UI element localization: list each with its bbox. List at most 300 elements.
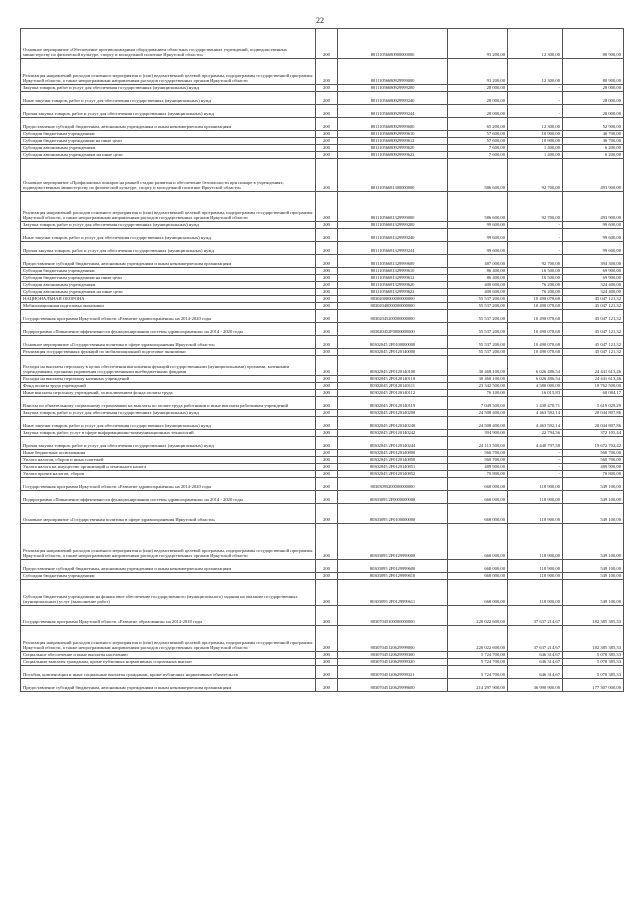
row-executed-amount: 76 200,00 bbox=[508, 282, 563, 289]
row-code: 200 bbox=[316, 457, 338, 464]
table-row bbox=[21, 268, 624, 275]
row-code: 200 bbox=[316, 397, 338, 410]
row-code: 200 bbox=[316, 255, 338, 268]
table-row bbox=[21, 376, 624, 383]
row-classification-code: 80302045 2F0120140110 bbox=[338, 376, 448, 383]
table-row bbox=[21, 471, 624, 478]
row-classification-code: 80303095 2F0129999610 bbox=[338, 573, 448, 580]
row-classification-code: 80307045120629999320 bbox=[338, 659, 448, 666]
row-remaining-amount: 24 441 613,46 bbox=[563, 356, 624, 376]
row-classification-code: 80111056680929999200 bbox=[338, 85, 448, 92]
row-code: 200 bbox=[316, 29, 338, 59]
row-name: Прочая закупка товаров, работ и услуг для обеспечения государственных (муниципальных) нужд bbox=[21, 437, 316, 450]
row-classification-code: 80302045 2F0120140240 bbox=[338, 417, 448, 430]
row-approved-amount: 55 537 200,00 bbox=[448, 349, 508, 356]
row-remaining-amount: 45 047 121,32 bbox=[563, 310, 624, 323]
row-code: 200 bbox=[316, 159, 338, 192]
row-name: Основное мероприятие «Государственная политика в сфере здравоохранения Иркутской области» bbox=[21, 504, 316, 524]
row-name: Субсидии автономным учреждениям bbox=[21, 282, 316, 289]
row-code: 200 bbox=[316, 118, 338, 131]
table-row bbox=[21, 85, 624, 92]
row-name: Пособия, компенсации и иные социальные выплаты гражданам, кроме публичных нормативных обязательств bbox=[21, 666, 316, 679]
table-row bbox=[21, 282, 624, 289]
row-classification-code: 80302045 2F0120140851 bbox=[338, 464, 448, 471]
row-approved-amount: 24 508 400,00 bbox=[448, 417, 508, 430]
table-row bbox=[21, 464, 624, 471]
row-name: НАЦИОНАЛЬНАЯ ОБОРОНА bbox=[21, 296, 316, 303]
row-approved-amount: 5 724 700,00 bbox=[448, 652, 508, 659]
row-executed-amount: 646 314,67 bbox=[508, 652, 563, 659]
row-code: 200 bbox=[316, 131, 338, 138]
table-row bbox=[21, 159, 624, 192]
row-approved-amount: 55 537 200,00 bbox=[448, 310, 508, 323]
row-classification-code: 80111056680929999610 bbox=[338, 131, 448, 138]
row-executed-amount: - bbox=[508, 92, 563, 105]
row-name: Подпрограмма «Повышение эффективности функционирования системы здравоохранения» на 2014 - 2020 годы bbox=[21, 491, 316, 504]
row-classification-code: 80302045 2F0120140800 bbox=[338, 450, 448, 457]
row-executed-amount: - bbox=[508, 222, 563, 229]
row-remaining-amount: 560 700,00 bbox=[563, 457, 624, 464]
row-executed-amount: 646 314,67 bbox=[508, 666, 563, 679]
row-name: Субсидии бюджетным учреждениям на иные цели bbox=[21, 275, 316, 282]
row-approved-amount: 30 468 100,00 bbox=[448, 376, 508, 383]
row-classification-code: 80303095 2F0129999600 bbox=[338, 560, 448, 573]
row-executed-amount: 22 794,56 bbox=[508, 430, 563, 437]
row-classification-code: 80111056681329999610 bbox=[338, 268, 448, 275]
table-row bbox=[21, 491, 624, 504]
row-approved-amount: 668 000,00 bbox=[448, 504, 508, 524]
row-code: 200 bbox=[316, 229, 338, 242]
row-name: Предоставление субсидий бюджетным, автономным учреждениям и иным некоммерческим организациям bbox=[21, 560, 316, 573]
row-code: 200 bbox=[316, 145, 338, 152]
table-row bbox=[21, 323, 624, 336]
row-name: Субсидии бюджетным учреждениям на финансовое обеспечение государственного (муниципального) задания на оказание государственных (муниципальных) услуг (выполнение работ) bbox=[21, 580, 316, 606]
row-classification-code: 80111056680929999240 bbox=[338, 92, 448, 105]
row-classification-code: 80302045 2F0120140852 bbox=[338, 471, 448, 478]
row-classification-code: 80111056680929999000 bbox=[338, 59, 448, 85]
row-remaining-amount: 394 300,00 bbox=[563, 255, 624, 268]
row-remaining-amount: 182 385 385,33 bbox=[563, 606, 624, 626]
row-name: Социальное обеспечение и иные выплаты населению bbox=[21, 652, 316, 659]
row-remaining-amount: 52 900,00 bbox=[563, 118, 624, 131]
row-remaining-amount: 549 100,00 bbox=[563, 491, 624, 504]
row-approved-amount: 55 537 200,00 bbox=[448, 303, 508, 310]
row-executed-amount: 10 490 078,68 bbox=[508, 323, 563, 336]
table-row bbox=[21, 118, 624, 131]
row-classification-code: 80111056681329999240 bbox=[338, 229, 448, 242]
row-classification-code: 80302040000000000000 bbox=[338, 303, 448, 310]
row-approved-amount: 55 537 200,00 bbox=[448, 323, 508, 336]
row-name: Основное мероприятие «Государственная политика в сфере здравоохранения Иркутской области» bbox=[21, 336, 316, 349]
row-code: 200 bbox=[316, 491, 338, 504]
row-executed-amount: 118 900,00 bbox=[508, 580, 563, 606]
row-name: Субсидии автономным учреждениям на иные цели bbox=[21, 152, 316, 159]
row-name: Уплата прочих налогов, сборов bbox=[21, 471, 316, 478]
row-executed-amount: 16 015,83 bbox=[508, 390, 563, 397]
row-code: 200 bbox=[316, 268, 338, 275]
row-classification-code: 80111056680900000000 bbox=[338, 29, 448, 59]
row-classification-code: 80302045 2F0100000000 bbox=[338, 336, 448, 349]
row-approved-amount: 24 508 400,00 bbox=[448, 410, 508, 417]
row-code: 200 bbox=[316, 282, 338, 289]
row-approved-amount: 86 400,00 bbox=[448, 268, 508, 275]
row-approved-amount: 668 000,00 bbox=[448, 524, 508, 560]
row-code: 200 bbox=[316, 356, 338, 376]
row-classification-code: 80303095 2F0129999000 bbox=[338, 524, 448, 560]
row-remaining-amount: 560 700,00 bbox=[563, 450, 624, 457]
row-approved-amount: 24 113 500,00 bbox=[448, 437, 508, 450]
row-executed-amount: 10 490 078,68 bbox=[508, 349, 563, 356]
row-code: 200 bbox=[316, 430, 338, 437]
row-code: 200 bbox=[316, 478, 338, 491]
row-classification-code: 80111056680929999612 bbox=[338, 138, 448, 145]
row-remaining-amount: 549 100,00 bbox=[563, 573, 624, 580]
row-remaining-amount: 46 700,00 bbox=[563, 138, 624, 145]
table-row bbox=[21, 229, 624, 242]
row-name: Реализация направлений расходов основного мероприятия и (или) ведомственной целевой программы, подпрограммы государственной программы Иркутской области, а также непрограммным направлениям расходов государственных органов Иркутской области bbox=[21, 59, 316, 85]
row-classification-code: 80303095200000000000 bbox=[338, 478, 448, 491]
row-approved-amount: 668 000,00 bbox=[448, 560, 508, 573]
row-remaining-amount: 80 900,00 bbox=[563, 29, 624, 59]
row-approved-amount: 400 600,00 bbox=[448, 289, 508, 296]
row-name: Расходы на выплаты персоналу в целях обеспечения выполнения функций государственными (муниципальными) органами, казенными учреждениями, органами управления государственными внебюджетными фондами bbox=[21, 356, 316, 376]
row-remaining-amount: 6 200,00 bbox=[563, 145, 624, 152]
row-classification-code: 80111056681329999000 bbox=[338, 192, 448, 222]
table-row bbox=[21, 152, 624, 159]
row-remaining-amount: 45 047 121,32 bbox=[563, 323, 624, 336]
row-executed-amount: 10 900,00 bbox=[508, 131, 563, 138]
row-remaining-amount: 5 078 385,33 bbox=[563, 659, 624, 666]
row-approved-amount: 65 200,00 bbox=[448, 118, 508, 131]
row-name: Иные закупки товаров, работ и услуг для обеспечения государственных (муниципальных) нужд bbox=[21, 417, 316, 430]
row-approved-amount: 668 000,00 bbox=[448, 478, 508, 491]
row-classification-code: 80111056680929999600 bbox=[338, 118, 448, 131]
row-code: 200 bbox=[316, 289, 338, 296]
row-approved-amount: 560 700,00 bbox=[448, 450, 508, 457]
row-approved-amount: 220 022 600,00 bbox=[448, 626, 508, 652]
row-code: 200 bbox=[316, 560, 338, 573]
table-row bbox=[21, 390, 624, 397]
row-code: 200 bbox=[316, 573, 338, 580]
row-classification-code: 80111056681329999620 bbox=[338, 282, 448, 289]
row-classification-code: 80111056681329999244 bbox=[338, 242, 448, 255]
row-approved-amount: 99 600,00 bbox=[448, 222, 508, 229]
row-code: 200 bbox=[316, 92, 338, 105]
row-classification-code: 80307045120629999321 bbox=[338, 666, 448, 679]
row-approved-amount: 99 600,00 bbox=[448, 242, 508, 255]
row-name: Субсидии автономным учреждениям bbox=[21, 145, 316, 152]
row-remaining-amount: 549 100,00 bbox=[563, 504, 624, 524]
table-row bbox=[21, 296, 624, 303]
row-executed-amount: 37 637 214,67 bbox=[508, 626, 563, 652]
table-row bbox=[21, 410, 624, 417]
row-executed-amount: 92 700,00 bbox=[508, 192, 563, 222]
row-executed-amount: 92 700,00 bbox=[508, 159, 563, 192]
table-row bbox=[21, 138, 624, 145]
table-row bbox=[21, 430, 624, 437]
row-remaining-amount: 99 600,00 bbox=[563, 222, 624, 229]
row-code: 200 bbox=[316, 580, 338, 606]
row-approved-amount: 400 600,00 bbox=[448, 282, 508, 289]
table-row bbox=[21, 222, 624, 229]
table-row bbox=[21, 105, 624, 118]
row-executed-amount: - bbox=[508, 450, 563, 457]
row-remaining-amount: 99 600,00 bbox=[563, 242, 624, 255]
row-approved-amount: 586 600,00 bbox=[448, 192, 508, 222]
row-remaining-amount: 177 307 000,00 bbox=[563, 679, 624, 692]
row-executed-amount: - bbox=[508, 464, 563, 471]
row-code: 200 bbox=[316, 310, 338, 323]
row-code: 200 bbox=[316, 152, 338, 159]
row-classification-code: 80302045 2F0120140200 bbox=[338, 410, 448, 417]
row-name: Закупка товаров, работ и услуг для обеспечения государственных (муниципальных) нужд bbox=[21, 410, 316, 417]
row-classification-code: 80307045120629999300 bbox=[338, 652, 448, 659]
row-executed-amount: 16 500,00 bbox=[508, 275, 563, 282]
row-name: Предоставление субсидий бюджетным, автономным учреждениям и иным некоммерческим организациям bbox=[21, 118, 316, 131]
row-code: 200 bbox=[316, 524, 338, 560]
row-approved-amount: 93 200,00 bbox=[448, 29, 508, 59]
row-executed-amount: 118 900,00 bbox=[508, 504, 563, 524]
row-code: 200 bbox=[316, 606, 338, 626]
row-name: Субсидии бюджетным учреждениям bbox=[21, 268, 316, 275]
row-name: Прочая закупка товаров, работ и услуг для обеспечения государственных (муниципальных) нужд bbox=[21, 105, 316, 118]
row-remaining-amount: 19 672 702,42 bbox=[563, 437, 624, 450]
row-remaining-amount: 69 900,00 bbox=[563, 268, 624, 275]
table-row bbox=[21, 580, 624, 606]
table-row bbox=[21, 29, 624, 59]
row-remaining-amount: 45 047 121,32 bbox=[563, 303, 624, 310]
row-code: 200 bbox=[316, 222, 338, 229]
row-executed-amount: 37 637 214,67 bbox=[508, 606, 563, 626]
row-approved-amount: 76 100,00 bbox=[448, 390, 508, 397]
row-classification-code: 80307045120629999600 bbox=[338, 679, 448, 692]
row-approved-amount: 55 537 200,00 bbox=[448, 336, 508, 349]
row-code: 200 bbox=[316, 471, 338, 478]
row-approved-amount: 28 000,00 bbox=[448, 105, 508, 118]
row-classification-code: 80111056681300000000 bbox=[338, 159, 448, 192]
row-code: 200 bbox=[316, 504, 338, 524]
table-row bbox=[21, 652, 624, 659]
table-row bbox=[21, 606, 624, 626]
row-remaining-amount: 70 800,00 bbox=[563, 471, 624, 478]
table-row bbox=[21, 383, 624, 390]
row-approved-amount: 668 000,00 bbox=[448, 573, 508, 580]
row-executed-amount: - bbox=[508, 457, 563, 464]
table-row bbox=[21, 336, 624, 349]
table-row bbox=[21, 450, 624, 457]
row-executed-amount: 1 400,00 bbox=[508, 152, 563, 159]
row-classification-code: 803020452F0000000000 bbox=[338, 323, 448, 336]
row-classification-code: 80302045 2F0120140244 bbox=[338, 437, 448, 450]
row-remaining-amount: 20 044 807,86 bbox=[563, 417, 624, 430]
row-name: Субсидии автономным учреждениям на иные цели bbox=[21, 289, 316, 296]
row-approved-amount: 668 000,00 bbox=[448, 491, 508, 504]
row-name: Предоставление субсидий бюджетным, автономным учреждениям и иным некоммерческим организациям bbox=[21, 679, 316, 692]
row-approved-amount: 7 049 500,00 bbox=[448, 397, 508, 410]
row-executed-amount: 10 900,00 bbox=[508, 138, 563, 145]
row-executed-amount: 4 440 797,58 bbox=[508, 437, 563, 450]
row-name: Субсидии бюджетным учреждениям на иные цели bbox=[21, 138, 316, 145]
row-remaining-amount: 45 047 121,32 bbox=[563, 349, 624, 356]
row-approved-amount: 55 537 200,00 bbox=[448, 296, 508, 303]
row-code: 200 bbox=[316, 410, 338, 417]
row-name: Прочая закупка товаров, работ и услуг для обеспечения государственных (муниципальных) нужд bbox=[21, 242, 316, 255]
row-executed-amount: 10 490 078,68 bbox=[508, 303, 563, 310]
row-approved-amount: 5 724 700,00 bbox=[448, 659, 508, 666]
row-code: 200 bbox=[316, 417, 338, 430]
row-approved-amount: 99 600,00 bbox=[448, 229, 508, 242]
budget-table bbox=[20, 28, 624, 692]
row-approved-amount: 28 000,00 bbox=[448, 85, 508, 92]
row-executed-amount: 12 300,00 bbox=[508, 29, 563, 59]
row-approved-amount: 93 200,00 bbox=[448, 59, 508, 85]
row-remaining-amount: 28 000,00 bbox=[563, 92, 624, 105]
row-classification-code: 80302045200000000000 bbox=[338, 310, 448, 323]
row-approved-amount: 86 400,00 bbox=[448, 275, 508, 282]
table-row bbox=[21, 59, 624, 85]
row-approved-amount: 560 700,00 bbox=[448, 457, 508, 464]
row-name: Реализация направлений расходов основного мероприятия и (или) ведомственной целевой программы, подпрограммы государственной программы Иркутской области, а также непрограммным направлениям расходов государственных органов Иркутской области bbox=[21, 192, 316, 222]
row-executed-amount: 4 463 592,14 bbox=[508, 410, 563, 417]
row-executed-amount: 118 900,00 bbox=[508, 478, 563, 491]
row-executed-amount: 646 314,67 bbox=[508, 659, 563, 666]
row-executed-amount: 12 300,00 bbox=[508, 118, 563, 131]
row-classification-code: 80303095 2F0000000000 bbox=[338, 491, 448, 504]
row-classification-code: 80302045 2F0120140112 bbox=[338, 390, 448, 397]
row-remaining-amount: 20 044 807,86 bbox=[563, 410, 624, 417]
row-name: Мобилизационная подготовка экономики bbox=[21, 303, 316, 310]
row-name: Закупка товаров, работ и услуг для обеспечения государственных (муниципальных) нужд bbox=[21, 85, 316, 92]
table-row bbox=[21, 666, 624, 679]
row-name: Уплата налога на имущество организаций и земельного налога bbox=[21, 464, 316, 471]
row-approved-amount: 23 342 500,00 bbox=[448, 383, 508, 390]
table-row bbox=[21, 478, 624, 491]
row-remaining-amount: 6 200,00 bbox=[563, 152, 624, 159]
row-code: 200 bbox=[316, 679, 338, 692]
row-remaining-amount: 28 000,00 bbox=[563, 85, 624, 92]
row-classification-code: 80307045120629999000 bbox=[338, 626, 448, 652]
row-approved-amount: 487 000,00 bbox=[448, 255, 508, 268]
row-executed-amount: 4 463 592,14 bbox=[508, 417, 563, 430]
row-name: Расходы на выплаты персоналу казенных учреждений bbox=[21, 376, 316, 383]
row-remaining-amount: 99 600,00 bbox=[563, 229, 624, 242]
row-remaining-amount: 18 762 500,00 bbox=[563, 383, 624, 390]
row-executed-amount: 118 900,00 bbox=[508, 560, 563, 573]
row-classification-code: 80302045 2F0120140000 bbox=[338, 349, 448, 356]
row-classification-code: 80302045 2F0120140100 bbox=[338, 356, 448, 376]
row-approved-amount: 7 600,00 bbox=[448, 145, 508, 152]
table-row bbox=[21, 242, 624, 255]
row-remaining-amount: 324 400,00 bbox=[563, 282, 624, 289]
row-executed-amount: - bbox=[508, 105, 563, 118]
row-code: 200 bbox=[316, 192, 338, 222]
row-name: Субсидии бюджетным учреждениям bbox=[21, 573, 316, 580]
row-remaining-amount: 28 000,00 bbox=[563, 105, 624, 118]
row-remaining-amount: 24 441 613,46 bbox=[563, 376, 624, 383]
row-executed-amount: 118 900,00 bbox=[508, 573, 563, 580]
row-remaining-amount: 549 100,00 bbox=[563, 524, 624, 560]
row-approved-amount: 7 600,00 bbox=[448, 152, 508, 159]
table-row bbox=[21, 437, 624, 450]
row-classification-code: 80111056681329999622 bbox=[338, 289, 448, 296]
row-executed-amount: - bbox=[508, 471, 563, 478]
row-code: 200 bbox=[316, 626, 338, 652]
row-executed-amount: 10 490 078,68 bbox=[508, 296, 563, 303]
row-executed-amount: 6 026 486,54 bbox=[508, 376, 563, 383]
row-code: 200 bbox=[316, 242, 338, 255]
row-executed-amount: - bbox=[508, 85, 563, 92]
table-row bbox=[21, 504, 624, 524]
row-classification-code: 80302045 2F0120140111 bbox=[338, 383, 448, 390]
table-row bbox=[21, 145, 624, 152]
row-name: Реализация направлений расходов основного мероприятия и (или) ведомственной целевой программы, подпрограммы государственной программы Иркутской области, а также непрограммным направлениям расходов государственных органов Иркутской области bbox=[21, 524, 316, 560]
row-remaining-amount: 549 100,00 bbox=[563, 478, 624, 491]
row-name: Фонд оплаты труда учреждений bbox=[21, 383, 316, 390]
row-classification-code: 80302045 2F0120140119 bbox=[338, 397, 448, 410]
row-name: Основное мероприятие «Обеспечение противопожарным оборудованием областных государственных учреждений, подведомственных министерству по физической культуре, спорту и молодежной политике Иркутской области» bbox=[21, 29, 316, 59]
row-name: Иные выплаты персоналу учреждений, за исключением фонда оплаты труда bbox=[21, 390, 316, 397]
row-approved-amount: 57 600,00 bbox=[448, 138, 508, 145]
table-row bbox=[21, 397, 624, 410]
row-code: 200 bbox=[316, 336, 338, 349]
table-row bbox=[21, 289, 624, 296]
row-name: Иные закупки товаров, работ и услуг для обеспечения государственных (муниципальных) нужд bbox=[21, 92, 316, 105]
row-remaining-amount: 45 047 121,32 bbox=[563, 296, 624, 303]
row-executed-amount: 10 490 078,68 bbox=[508, 310, 563, 323]
row-name: Иные бюджетные ассигнования bbox=[21, 450, 316, 457]
row-code: 200 bbox=[316, 275, 338, 282]
row-name: Государственная программа Иркутской области «Развитие здравоохранения» на 2014-2020 годы bbox=[21, 310, 316, 323]
row-approved-amount: 28 000,00 bbox=[448, 92, 508, 105]
row-classification-code: 80111056681329999200 bbox=[338, 222, 448, 229]
table-row bbox=[21, 573, 624, 580]
row-classification-code: 80302045 2F0120140242 bbox=[338, 430, 448, 437]
row-executed-amount: 1 430 470,71 bbox=[508, 397, 563, 410]
table-row bbox=[21, 356, 624, 376]
table-row bbox=[21, 349, 624, 356]
row-classification-code: 80303095 2F0129999611 bbox=[338, 580, 448, 606]
row-classification-code: 80111056680929999622 bbox=[338, 152, 448, 159]
row-remaining-amount: 493 900,00 bbox=[563, 192, 624, 222]
row-code: 200 bbox=[316, 652, 338, 659]
table-row bbox=[21, 659, 624, 666]
table-row bbox=[21, 275, 624, 282]
row-executed-amount: - bbox=[508, 242, 563, 255]
row-executed-amount: 76 200,00 bbox=[508, 289, 563, 296]
row-classification-code: 80307045100000000000 bbox=[338, 606, 448, 626]
table-row bbox=[21, 310, 624, 323]
row-remaining-amount: 182 385 385,33 bbox=[563, 626, 624, 652]
row-executed-amount: 92 700,00 bbox=[508, 255, 563, 268]
table-row bbox=[21, 417, 624, 430]
row-executed-amount: 12 300,00 bbox=[508, 59, 563, 85]
table-row bbox=[21, 303, 624, 310]
row-approved-amount: 586 600,00 bbox=[448, 159, 508, 192]
row-classification-code: 80111056680929999620 bbox=[338, 145, 448, 152]
row-code: 200 bbox=[316, 659, 338, 666]
row-executed-amount: 4 580 000,00 bbox=[508, 383, 563, 390]
row-name: Уплата налогов, сборов и иных платежей bbox=[21, 457, 316, 464]
row-classification-code: 80111056680929999244 bbox=[338, 105, 448, 118]
row-approved-amount: 57 600,00 bbox=[448, 131, 508, 138]
row-remaining-amount: 5 078 385,33 bbox=[563, 652, 624, 659]
table-row bbox=[21, 92, 624, 105]
row-code: 200 bbox=[316, 323, 338, 336]
row-executed-amount: 6 026 486,54 bbox=[508, 356, 563, 376]
row-name: Реализация государственных функций по мобилизационной подготовке экономики bbox=[21, 349, 316, 356]
row-approved-amount: 489 900,00 bbox=[448, 464, 508, 471]
row-approved-amount: 70 800,00 bbox=[448, 471, 508, 478]
